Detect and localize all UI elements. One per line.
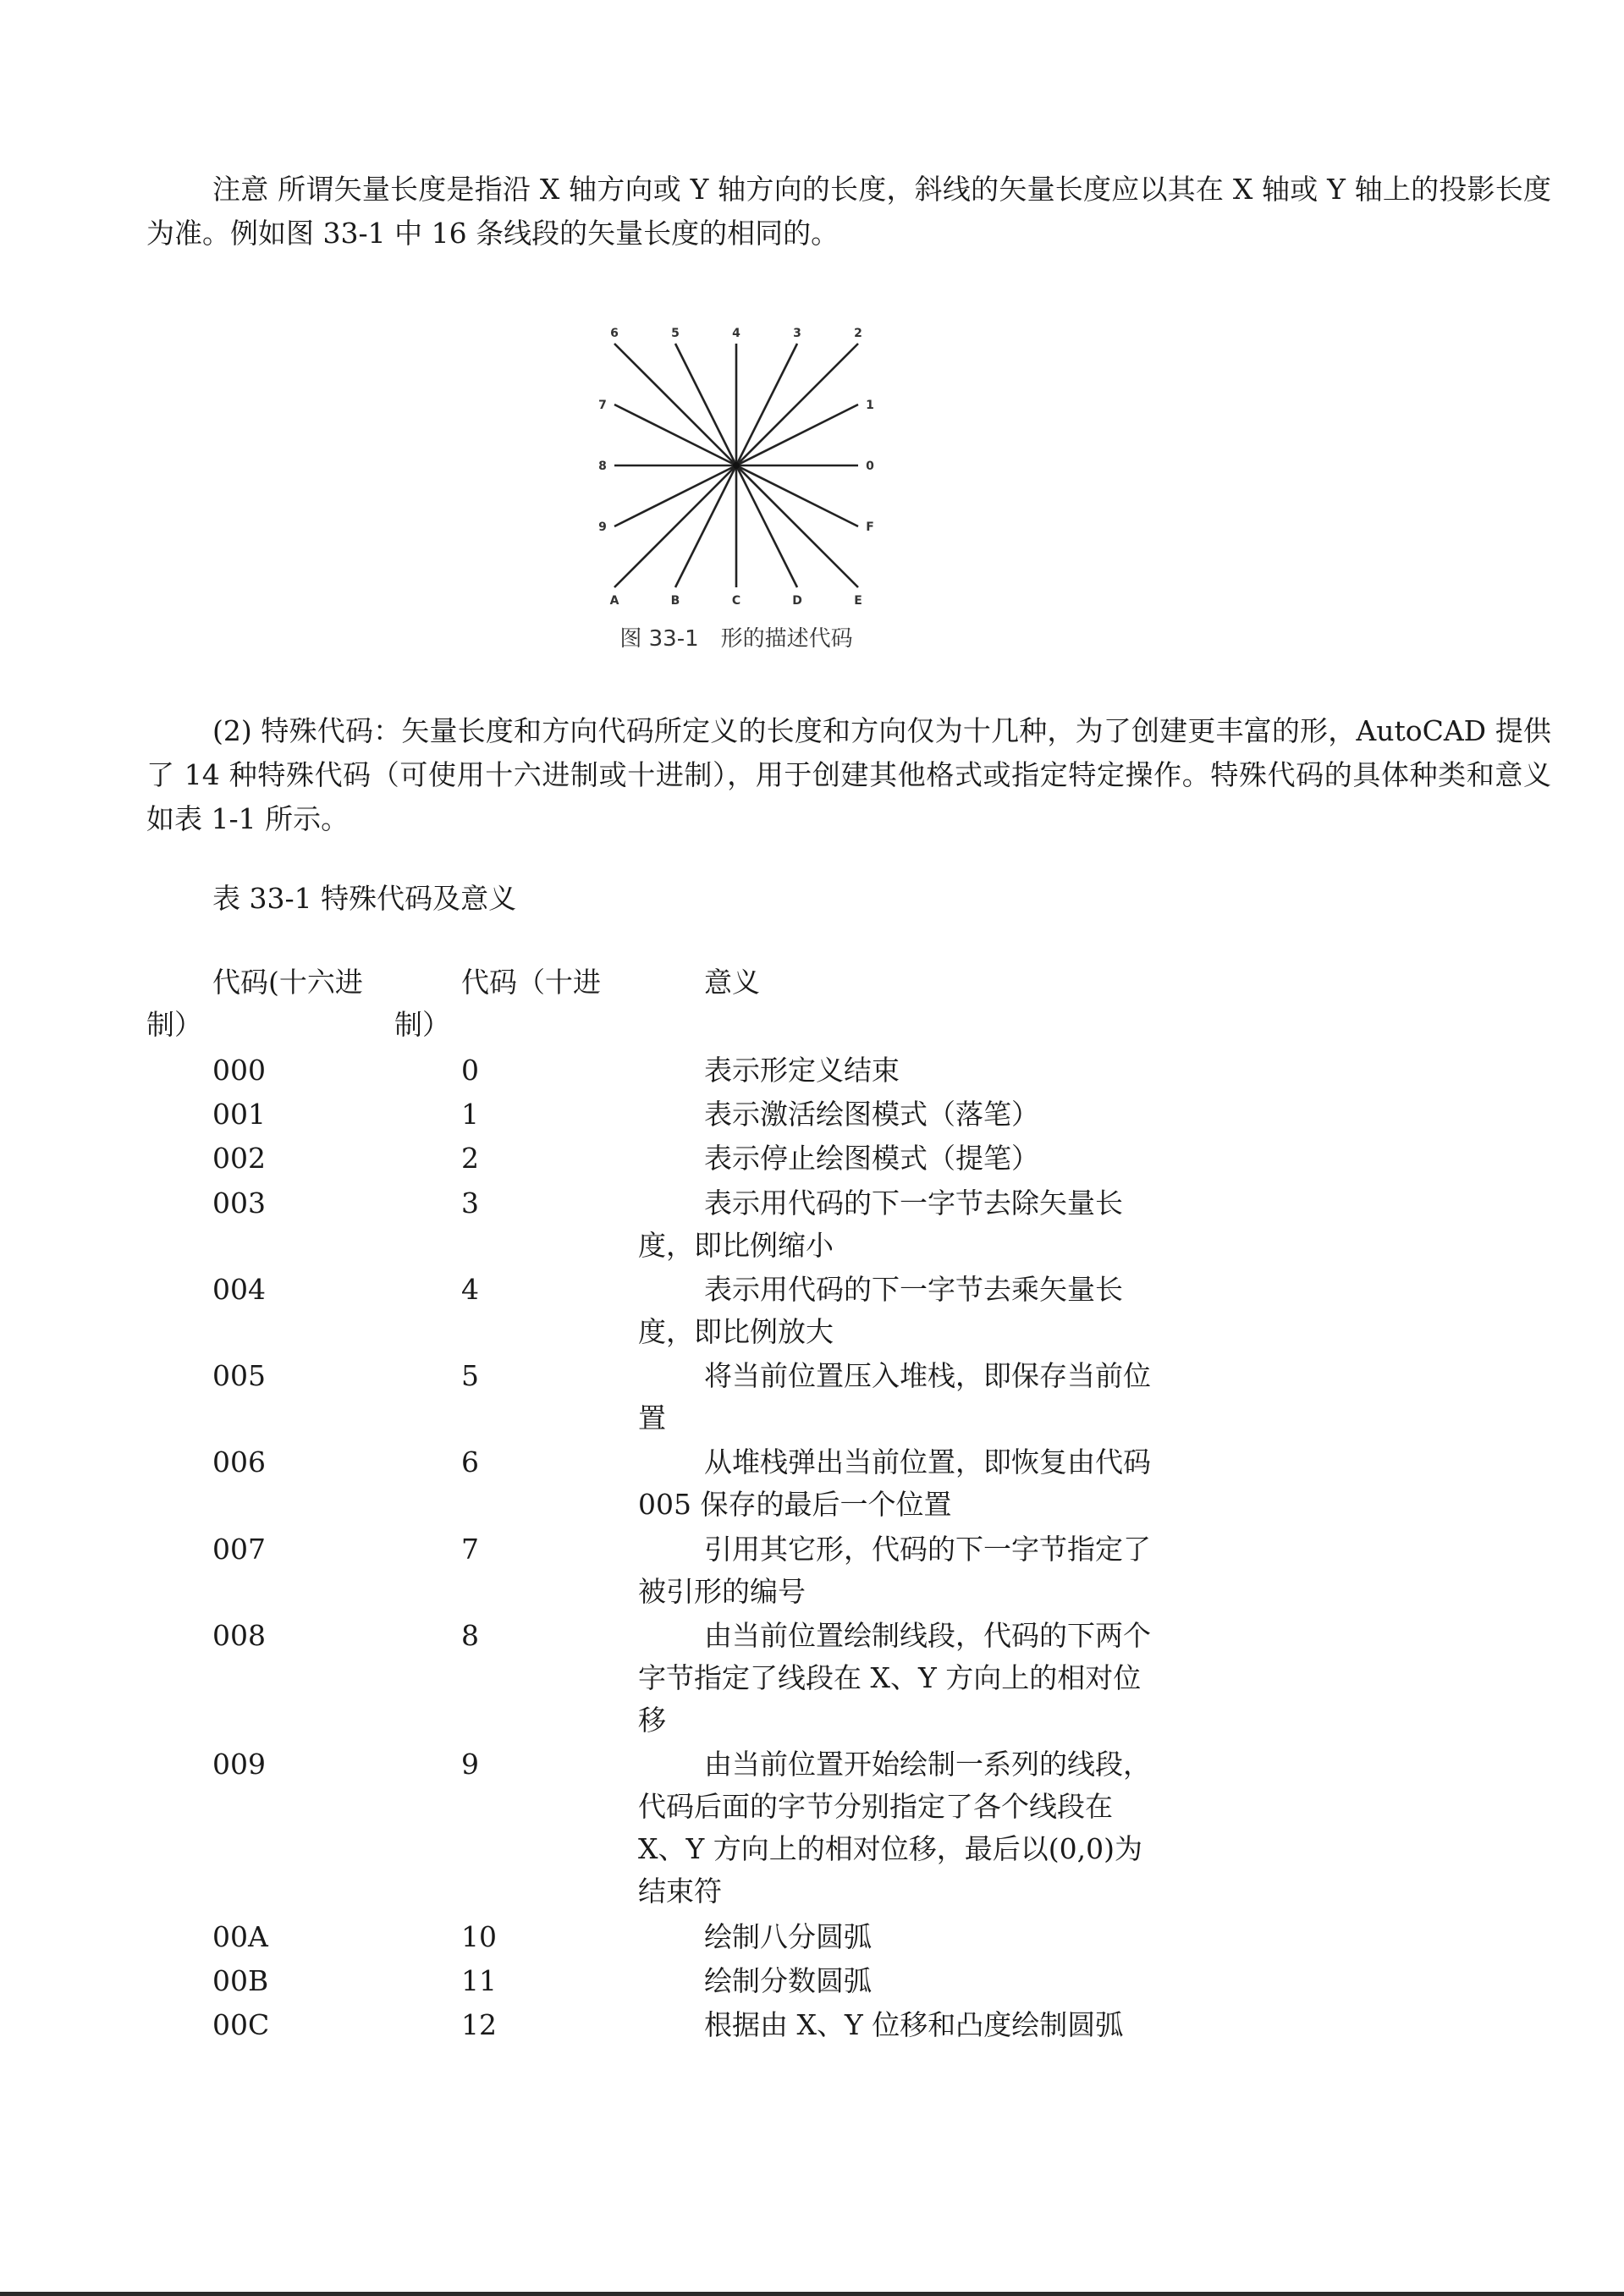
table-cell-hex: 00C <box>212 2008 270 2041</box>
table-cell-hex: 001 <box>212 1098 266 1131</box>
special-codes-paragraph: (2) 特殊代码：矢量长度和方向代码所定义的长度和方向仅为十几种，为了创建更丰富的形，AutoCAD 提供了 14 种特殊代码（可使用十六进制或十进制），用于创建其他格式或指定特定操作。特殊代码的具体种类和意义如表 1-1 所示。 <box>146 714 1551 835</box>
table-cell-hex: 007 <box>212 1533 266 1566</box>
table-cell-hex: 006 <box>212 1445 266 1478</box>
direction-label: 4 <box>732 327 740 340</box>
table-cell-dec: 6 <box>461 1445 479 1478</box>
direction-label: 1 <box>866 399 874 412</box>
table-cell-meaning: 绘制八分圆弧 <box>704 1920 872 1953</box>
table-cell-hex: 002 <box>212 1142 266 1175</box>
direction-label: 9 <box>598 520 607 534</box>
direction-label: 2 <box>854 327 862 340</box>
table-cell-hex: 009 <box>212 1748 266 1781</box>
line-dir-f <box>736 465 858 526</box>
direction-label: E <box>854 594 862 608</box>
table-cell-dec: 9 <box>461 1748 479 1781</box>
direction-label: A <box>609 594 619 608</box>
table-cell-meaning: 表示停止绘图模式（提笔） <box>704 1142 1039 1175</box>
table-cell-dec: 12 <box>461 2008 497 2041</box>
line-dir-1 <box>736 405 858 465</box>
table-cell-hex: 008 <box>212 1619 266 1652</box>
table-cell-dec: 5 <box>461 1359 479 1392</box>
direction-label: D <box>792 594 802 608</box>
direction-vector-diagram <box>584 320 889 658</box>
line-dir-5 <box>675 344 736 465</box>
direction-label: 8 <box>598 460 607 473</box>
line-dir-9 <box>614 465 736 526</box>
table-cell-hex: 004 <box>212 1273 266 1306</box>
line-dir-a <box>614 465 736 587</box>
header-hex: 代码(十六进 <box>212 966 363 999</box>
line-dir-b <box>675 465 736 587</box>
table-cell-dec: 1 <box>461 1098 479 1131</box>
table-cell-meaning: 将当前位置压入堆栈，即保存当前位置 <box>638 1359 1151 1434</box>
table-cell-hex: 00B <box>212 1964 269 1997</box>
table-cell-dec: 10 <box>461 1920 497 1953</box>
table-cell-meaning: 引用其它形，代码的下一字节指定了被引形的编号 <box>638 1533 1151 1608</box>
table-cell-meaning: 由当前位置绘制线段，代码的下两个字节指定了线段在 X、Y 方向上的相对位移 <box>638 1619 1151 1737</box>
header-dec: 代码（十进 <box>461 966 601 999</box>
direction-code-figure <box>584 320 889 658</box>
line-dir-3 <box>736 344 797 465</box>
table-cell-dec: 7 <box>461 1533 479 1566</box>
note-paragraph: 注意 所谓矢量长度是指沿 X 轴方向或 Y 轴方向的长度，斜线的矢量长度应以其在 X 轴或 Y 轴上的投影长度为准。例如图 33-1 中 16 条线段的矢量长度的相同的。 <box>146 173 1551 250</box>
direction-label: 7 <box>598 399 607 412</box>
line-dir-6 <box>614 344 736 465</box>
page-bottom-border <box>0 2292 1624 2296</box>
line-dir-e <box>736 465 858 587</box>
table-cell-meaning: 表示激活绘图模式（落笔） <box>704 1098 1039 1131</box>
table-cell-hex: 000 <box>212 1054 266 1087</box>
table-cell-meaning: 绘制分数圆弧 <box>704 1964 872 1997</box>
direction-label: C <box>731 594 741 608</box>
direction-label: 3 <box>793 327 801 340</box>
figure-caption: 图 33-1 形的描述代码 <box>619 626 853 652</box>
table-cell-meaning: 表示形定义结束 <box>704 1054 900 1087</box>
direction-label: 5 <box>671 327 680 340</box>
table-cell-dec: 8 <box>461 1619 479 1652</box>
direction-label: B <box>670 594 680 608</box>
direction-label: 0 <box>866 460 874 473</box>
line-dir-7 <box>614 405 736 465</box>
table-cell-dec: 11 <box>461 1964 497 1997</box>
table-cell-dec: 0 <box>461 1054 479 1087</box>
line-dir-d <box>736 465 797 587</box>
table-cell-dec: 4 <box>461 1273 479 1306</box>
direction-label: F <box>866 520 874 534</box>
table-cell-hex: 005 <box>212 1359 266 1392</box>
header-meaning: 意义 <box>704 966 760 999</box>
header-dec-cont: 制） <box>394 1008 450 1041</box>
table-title: 表 33-1 特殊代码及意义 <box>212 882 517 915</box>
header-hex-cont: 制） <box>146 1008 202 1041</box>
table-cell-meaning: 从堆栈弹出当前位置，即恢复由代码 005 保存的最后一个位置 <box>638 1445 1151 1521</box>
table-cell-dec: 2 <box>461 1142 479 1175</box>
table-cell-meaning: 根据由 X、Y 位移和凸度绘制圆弧 <box>704 2008 1124 2041</box>
table-cell-meaning: 表示用代码的下一字节去除矢量长度，即比例缩小 <box>638 1187 1123 1262</box>
table-cell-hex: 00A <box>212 1920 268 1953</box>
table-cell-meaning: 由当前位置开始绘制一系列的线段，代码后面的字节分别指定了各个线段在 X、Y 方向上的相对位移，最后以(0,0)为结束符 <box>638 1748 1151 1908</box>
direction-label: 6 <box>610 327 619 340</box>
table-cell-dec: 3 <box>461 1187 479 1220</box>
center-point <box>733 462 740 469</box>
table-cell-hex: 003 <box>212 1187 266 1220</box>
table-cell-meaning: 表示用代码的下一字节去乘矢量长度，即比例放大 <box>638 1273 1123 1348</box>
line-dir-2 <box>736 344 858 465</box>
